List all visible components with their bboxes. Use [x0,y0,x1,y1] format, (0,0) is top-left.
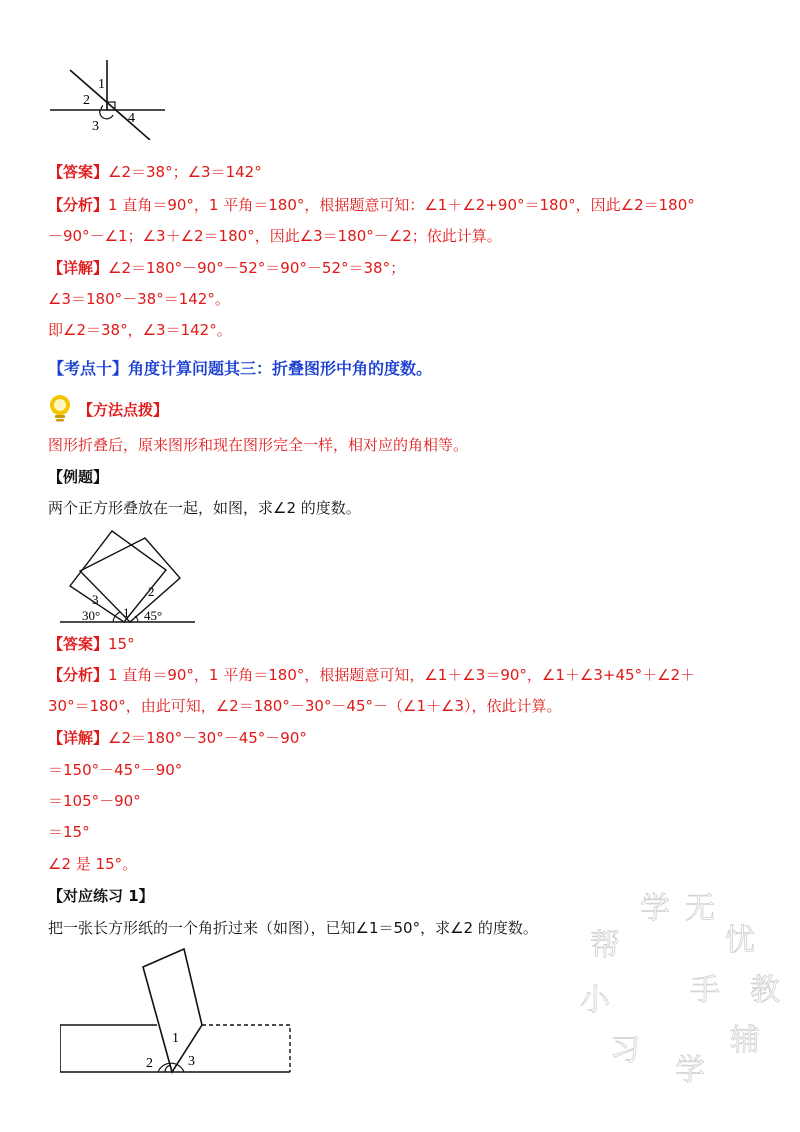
watermark-char: 学 [640,891,670,926]
angle-label-3: 3 [92,592,99,607]
example-analysis-line-1 [48,665,695,685]
angle-label-3: 3 [188,1054,195,1069]
oblique-line [70,70,150,140]
watermark-char: 忧 [725,923,755,958]
analysis-tag: 【分析】 [48,666,109,684]
watermark-char: 无 [685,891,715,926]
example-detail-line-2: ＝150°－45°－90° [48,761,183,779]
angle-label-3: 3 [92,119,99,134]
watermark [560,880,790,1100]
watermark-char: 帮 [590,928,620,963]
angle-label-1: 1 [123,605,130,620]
example-tag: 【例题】 [48,468,109,486]
example-answer-line [48,634,135,654]
detail-tag: 【详解】 [48,729,109,747]
answer-tag: 【答案】 [48,635,109,653]
lightbulb-icon [46,393,74,423]
detail-line-3: 即∠2＝38°，∠3＝142°。 [48,321,232,339]
figure-folded-rectangle [60,945,300,1075]
watermark-char: 辅 [730,1023,760,1058]
angle-label-2: 2 [148,584,155,599]
detail-text: ∠2＝180°－90°－52°＝90°－52°＝38°； [108,259,406,277]
detail-line-2: ∠3＝180°－38°＝142°。 [48,290,230,308]
analysis-text: 1 直角＝90°，1 平角＝180°，根据题意可知：∠1＋∠2+90°＝180°，因此∠2＝180° [108,196,695,214]
figure-intersecting-lines [50,58,175,140]
section-title: 【考点十】角度计算问题其三：折叠图形中角的度数。 [48,359,433,378]
example-detail-line-4: ＝15° [48,823,90,841]
analysis-line-2: －90°－∠1；∠3＋∠2＝180°，因此∠3＝180°－∠2；依此计算。 [48,227,502,245]
angle-label-2: 2 [83,93,90,108]
detail-line-1 [48,258,405,278]
watermark-char: 手 [690,973,720,1008]
method-text: 图形折叠后，原来图形和现在图形完全一样，相对应的角相等。 [48,436,469,454]
detail-tag: 【详解】 [48,259,109,277]
rectangle-left-edge [60,1025,157,1072]
example-detail-line-3: ＝105°－90° [48,792,141,810]
method-tag: 【方法点拨】 [78,401,169,419]
figure-overlapping-squares [60,528,200,628]
practice-question: 把一张长方形纸的一个角折过来（如图），已知∠1＝50°，求∠2 的度数。 [48,919,538,937]
detail-text: ∠2＝180°－30°－45°－90° [108,729,307,747]
angle-label-2: 2 [146,1056,153,1071]
watermark-char: 学 [675,1053,705,1088]
angle-label-1: 1 [172,1031,179,1046]
angle-label-45: 45° [144,608,163,623]
watermark-char: 习 [610,1033,640,1068]
angle-label-30: 30° [82,608,101,623]
analysis-tag: 【分析】 [48,196,109,214]
answer-text: ∠2＝38°；∠3＝142° [108,163,262,181]
folded-part-dashed [202,1025,290,1072]
angle-label-4: 4 [128,111,135,126]
angle-arc [135,616,138,622]
answer-tag: 【答案】 [48,163,109,181]
answer-line [48,162,262,182]
example-detail-line-1 [48,728,307,748]
watermark-char: 小 [580,983,610,1018]
practice-tag: 【对应练习 1】 [48,887,154,905]
example-analysis-line-2: 30°＝180°，由此可知，∠2＝180°－30°－45°－（∠1＋∠3），依此计算。 [48,697,562,715]
example-detail-line-5: ∠2 是 15°。 [48,855,138,873]
angle-label-1: 1 [98,77,105,92]
analysis-text: 1 直角＝90°，1 平角＝180°，根据题意可知，∠1＋∠3＝90°，∠1＋∠3+45°＋∠2＋ [108,666,696,684]
angle-arc [100,110,113,119]
analysis-line-1 [48,195,695,215]
watermark-char: 教 [750,973,780,1008]
example-question: 两个正方形叠放在一起，如图，求∠2 的度数。 [48,499,361,517]
answer-text: 15° [108,635,135,653]
